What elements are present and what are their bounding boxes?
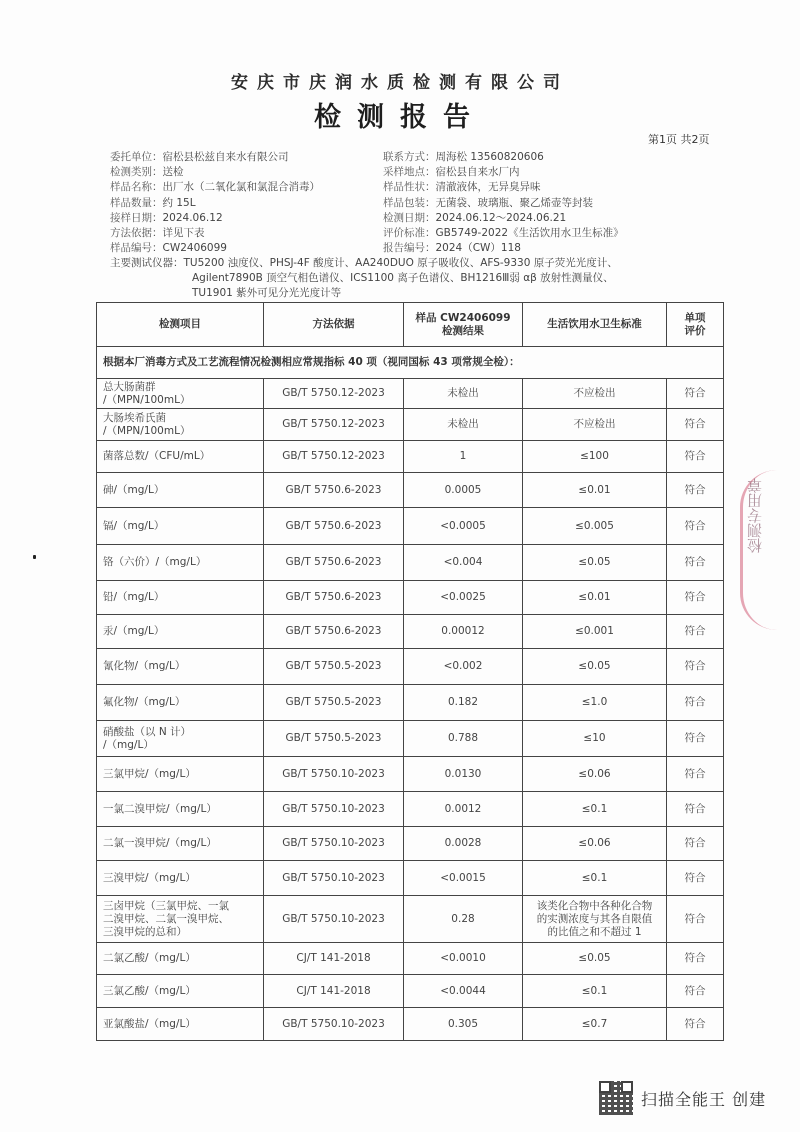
seal-stamp-text: 检测专用章 xyxy=(746,478,764,553)
table-row xyxy=(97,649,724,685)
cell-result-line: <0.0005 xyxy=(440,519,486,532)
info-value: 周海松 13560820606 xyxy=(435,151,544,163)
table-row xyxy=(97,441,724,473)
cell-method-line: GB/T 5750.6-2023 xyxy=(285,519,382,532)
cell-eval xyxy=(667,685,724,721)
info-row xyxy=(110,241,320,256)
cell-item xyxy=(97,649,264,685)
info-left xyxy=(110,150,320,256)
cell-eval-line: 符合 xyxy=(684,952,706,964)
cell-method xyxy=(264,861,404,896)
cell-method xyxy=(264,545,404,581)
cell-eval xyxy=(667,827,724,861)
cell-standard xyxy=(523,409,667,441)
cell-standard-line: ≤0.05 xyxy=(578,660,611,672)
cell-method-line: GB/T 5750.5-2023 xyxy=(285,660,382,672)
cell-result-line: <0.0044 xyxy=(440,984,486,997)
cell-result-line: 0.0012 xyxy=(444,802,482,815)
cell-standard xyxy=(523,896,667,943)
cell-eval xyxy=(667,1008,724,1041)
cell-item xyxy=(97,615,264,649)
cell-method-line: GB/T 5750.5-2023 xyxy=(285,732,382,744)
cell-method-line: GB/T 5750.5-2023 xyxy=(285,696,382,708)
cell-standard xyxy=(523,649,667,685)
cell-eval-line: 符合 xyxy=(684,984,706,997)
cell-eval xyxy=(667,721,724,757)
cell-result-line: 未检出 xyxy=(447,387,479,399)
cell-item-line: 氰化物/（mg/L） xyxy=(103,660,186,672)
info-label: 委托单位： xyxy=(110,151,163,163)
cell-eval xyxy=(667,792,724,827)
cell-item xyxy=(97,379,264,409)
cell-result xyxy=(404,896,523,943)
cell-method xyxy=(264,757,404,792)
cell-method xyxy=(264,721,404,757)
cell-eval xyxy=(667,615,724,649)
cell-result-line: 未检出 xyxy=(447,418,479,430)
table-row xyxy=(97,757,724,792)
table-row xyxy=(97,975,724,1008)
cell-result-line: 0.305 xyxy=(447,1017,479,1030)
header-result-line2: 检测结果 xyxy=(442,324,484,337)
cell-eval xyxy=(667,975,724,1008)
table-row xyxy=(97,685,724,721)
cell-standard xyxy=(523,615,667,649)
cell-item xyxy=(97,975,264,1008)
cell-standard-line: ≤0.01 xyxy=(578,483,611,496)
cell-result xyxy=(404,473,523,508)
cell-result-line: <0.002 xyxy=(443,660,483,672)
cell-method xyxy=(264,792,404,827)
cell-standard-line: 的比值之和不超过 1 xyxy=(547,925,642,938)
info-label: 检测日期： xyxy=(383,211,436,224)
cell-standard-line: ≤0.06 xyxy=(578,767,611,780)
cell-standard xyxy=(523,943,667,975)
cell-method xyxy=(264,581,404,615)
cell-item-line: 二溴甲烷、二氯一溴甲烷、 xyxy=(103,912,229,925)
cell-eval xyxy=(667,379,724,409)
cell-method xyxy=(264,409,404,441)
info-row xyxy=(383,211,624,226)
cell-method-line: CJ/T 141-2018 xyxy=(296,984,371,997)
info-value: GB5749-2022《生活饮用水卫生标准》 xyxy=(435,227,624,240)
info-label: 评价标准： xyxy=(383,227,436,240)
cell-standard xyxy=(523,1008,667,1041)
cell-item xyxy=(97,441,264,473)
cell-standard-line: ≤0.1 xyxy=(581,984,608,997)
info-label: 检测类别： xyxy=(110,166,163,179)
scanner-watermark xyxy=(599,1081,766,1115)
cell-standard-line: ≤0.01 xyxy=(578,591,611,603)
cell-method xyxy=(264,649,404,685)
cell-result xyxy=(404,379,523,409)
table-row xyxy=(97,545,724,581)
info-label: 样品数量： xyxy=(110,196,163,209)
cell-eval xyxy=(667,861,724,896)
cell-item-line: /（MPN/100mL） xyxy=(103,424,191,437)
cell-method-line: GB/T 5750.10-2023 xyxy=(282,912,385,925)
cell-eval-line: 符合 xyxy=(684,660,706,672)
cell-item-line: 大肠埃希氏菌 xyxy=(103,411,166,424)
info-label: 方法依据： xyxy=(110,227,163,240)
cell-standard-line: ≤0.7 xyxy=(581,1017,608,1030)
table-row xyxy=(97,827,724,861)
cell-standard xyxy=(523,827,667,861)
table-row xyxy=(97,1008,724,1041)
cell-method xyxy=(264,473,404,508)
cell-method-line: GB/T 5750.10-2023 xyxy=(282,1017,385,1030)
cell-eval-line: 符合 xyxy=(684,519,706,532)
cell-method xyxy=(264,1008,404,1041)
info-row xyxy=(383,226,624,241)
info-label: 采样地点： xyxy=(383,166,436,179)
cell-standard-line: ≤0.05 xyxy=(578,556,611,568)
info-row xyxy=(383,150,624,165)
info-value: 无菌袋、玻璃瓶、聚乙烯壶等封装 xyxy=(435,196,593,209)
cell-standard xyxy=(523,508,667,545)
cell-eval xyxy=(667,943,724,975)
header-standard: 生活饮用水卫生标准 xyxy=(523,303,667,347)
table-row xyxy=(97,508,724,545)
cell-method-line: GB/T 5750.6-2023 xyxy=(285,625,382,637)
cell-item xyxy=(97,473,264,508)
cell-result xyxy=(404,441,523,473)
cell-standard-line: ≤0.1 xyxy=(581,871,608,884)
section-title: 根据本厂消毒方式及工艺流程情况检测相应常规指标 40 项（视同国标 43 项常规全检）： xyxy=(97,347,724,379)
cell-item xyxy=(97,943,264,975)
cell-result-line: 0.0005 xyxy=(444,483,482,496)
cell-method xyxy=(264,508,404,545)
cell-item-line: /（MPN/100mL） xyxy=(103,393,191,406)
table-row xyxy=(97,409,724,441)
cell-eval-line: 符合 xyxy=(684,767,706,780)
cell-item-line: 三氯甲烷/（mg/L） xyxy=(103,767,196,780)
report-title: 检测报告 xyxy=(314,102,486,133)
cell-eval-line: 符合 xyxy=(684,450,706,462)
cell-eval-line: 符合 xyxy=(684,387,706,399)
cell-item-line: 二氯乙酸/（mg/L） xyxy=(103,952,196,964)
cell-method-line: GB/T 5750.6-2023 xyxy=(285,483,382,496)
cell-standard-line: ≤0.05 xyxy=(578,952,611,964)
cell-result xyxy=(404,792,523,827)
qr-code-icon xyxy=(599,1081,633,1115)
cell-result xyxy=(404,975,523,1008)
info-row xyxy=(110,180,320,195)
cell-item-line: 一氯二溴甲烷/（mg/L） xyxy=(103,802,217,815)
header-result-line1: 样品 CW2406099 xyxy=(415,311,511,324)
cell-eval xyxy=(667,508,724,545)
cell-result xyxy=(404,409,523,441)
cell-item-line: 砷/（mg/L） xyxy=(103,483,165,496)
header-eval xyxy=(667,303,724,347)
cell-result-line: 0.0130 xyxy=(444,767,482,780)
table-header-row xyxy=(97,303,724,347)
cell-standard xyxy=(523,721,667,757)
info-label: 接样日期： xyxy=(110,211,163,224)
page-info: 第1页 共2页 xyxy=(648,133,710,146)
info-right xyxy=(383,150,624,256)
cell-item-line: 汞/（mg/L） xyxy=(103,625,165,637)
cell-result xyxy=(404,545,523,581)
cell-standard xyxy=(523,545,667,581)
info-row xyxy=(383,165,624,180)
cell-result-line: 1 xyxy=(459,450,467,462)
cell-item-line: 镉/（mg/L） xyxy=(103,519,165,532)
cell-item xyxy=(97,827,264,861)
cell-standard xyxy=(523,473,667,508)
table-row xyxy=(97,721,724,757)
cell-result-line: <0.0025 xyxy=(440,591,486,603)
info-value: 宿松县松兹自来水有限公司 xyxy=(162,151,289,163)
info-row xyxy=(110,165,320,180)
info-value: 2024（CW）118 xyxy=(435,242,521,255)
cell-method-line: GB/T 5750.6-2023 xyxy=(285,591,382,603)
info-value: 出厂水（二氧化氯和氯混合消毒） xyxy=(162,181,320,194)
cell-item-line: 菌落总数/（CFU/mL） xyxy=(103,450,211,462)
company-name: 安庆市庆润水质检测有限公司 xyxy=(231,73,569,93)
table-row xyxy=(97,581,724,615)
cell-result-line: <0.0010 xyxy=(440,952,486,964)
header-method: 方法依据 xyxy=(264,303,404,347)
header-eval-line2: 评价 xyxy=(684,324,706,337)
table-row xyxy=(97,861,724,896)
cell-item-line: 铬（六价）/（mg/L） xyxy=(103,556,207,568)
cell-item-line: 总大肠菌群 xyxy=(103,380,156,393)
cell-method xyxy=(264,685,404,721)
cell-item xyxy=(97,896,264,943)
table-row xyxy=(97,473,724,508)
header-eval-line1: 单项 xyxy=(684,311,706,324)
cell-item xyxy=(97,545,264,581)
cell-item-line: 氟化物/（mg/L） xyxy=(103,696,186,708)
cell-item xyxy=(97,508,264,545)
info-row xyxy=(110,211,320,226)
cell-standard-line: ≤0.06 xyxy=(578,837,611,849)
cell-result xyxy=(404,861,523,896)
cell-item-line: 三溴甲烷的总和） xyxy=(103,925,187,938)
cell-item-line: 三氯乙酸/（mg/L） xyxy=(103,984,196,997)
cell-item-line: /（mg/L） xyxy=(103,738,154,751)
cell-eval-line: 符合 xyxy=(684,418,706,430)
cell-eval xyxy=(667,649,724,685)
cell-eval-line: 符合 xyxy=(684,802,706,815)
cell-result-line: 0.182 xyxy=(447,696,479,708)
cell-result xyxy=(404,757,523,792)
cell-item xyxy=(97,685,264,721)
cell-item xyxy=(97,409,264,441)
cell-eval-line: 符合 xyxy=(684,556,706,568)
cell-item xyxy=(97,1008,264,1041)
cell-standard xyxy=(523,441,667,473)
cell-standard-line: ≤0.001 xyxy=(575,625,614,637)
instruments-label: 主要测试仪器： xyxy=(110,257,184,269)
cell-standard-line: ≤10 xyxy=(583,732,606,744)
info-row xyxy=(383,180,624,195)
cell-eval-line: 符合 xyxy=(684,696,706,708)
cell-eval xyxy=(667,896,724,943)
cell-result-line: 0.0028 xyxy=(444,837,482,849)
cell-eval xyxy=(667,409,724,441)
cell-method xyxy=(264,615,404,649)
cell-standard xyxy=(523,581,667,615)
cell-method xyxy=(264,975,404,1008)
info-label: 样品包装： xyxy=(383,196,436,209)
instruments xyxy=(110,256,618,302)
info-value: 宿松县自来水厂内 xyxy=(435,166,520,179)
info-label: 报告编号： xyxy=(383,242,436,255)
cell-item-line: 硝酸盐（以 N 计） xyxy=(103,725,192,738)
cell-standard xyxy=(523,379,667,409)
info-value: 详见下表 xyxy=(162,227,205,240)
watermark-text: 扫描全能王 创建 xyxy=(641,1089,767,1109)
cell-standard-line: 不应检出 xyxy=(573,418,616,430)
cell-standard-line: 的实测浓度与其各自限值 xyxy=(536,912,653,925)
info-value: 约 15L xyxy=(162,196,196,209)
cell-eval xyxy=(667,545,724,581)
instruments-line: Agilent7890B 顶空气相色谱仪、ICS1100 离子色谱仪、BH1216Ⅲ弱 αβ 放射性测量仪、 xyxy=(192,272,614,285)
cell-standard xyxy=(523,792,667,827)
cell-item xyxy=(97,757,264,792)
info-row xyxy=(110,150,320,165)
cell-result xyxy=(404,943,523,975)
cell-result xyxy=(404,581,523,615)
cell-method-line: GB/T 5750.12-2023 xyxy=(282,387,385,399)
table-row xyxy=(97,615,724,649)
cell-standard-line: ≤1.0 xyxy=(581,696,608,708)
cell-method-line: GB/T 5750.10-2023 xyxy=(282,802,385,815)
cell-item xyxy=(97,721,264,757)
info-value: 2024.06.12～2024.06.21 xyxy=(435,211,567,224)
cell-result xyxy=(404,721,523,757)
table-row xyxy=(97,379,724,409)
cell-eval-line: 符合 xyxy=(684,732,706,744)
cell-item xyxy=(97,792,264,827)
info-label: 样品名称： xyxy=(110,181,163,194)
info-value: CW2406099 xyxy=(162,242,227,255)
cell-result xyxy=(404,615,523,649)
section-row xyxy=(97,347,724,379)
cell-result-line: 0.788 xyxy=(447,732,479,744)
cell-standard xyxy=(523,685,667,721)
cell-item-line: 二氯一溴甲烷/（mg/L） xyxy=(103,837,217,849)
cell-standard-line: ≤0.005 xyxy=(575,519,614,532)
cell-eval xyxy=(667,441,724,473)
scan-speck xyxy=(33,555,36,559)
info-row xyxy=(110,226,320,241)
cell-method xyxy=(264,896,404,943)
cell-result xyxy=(404,685,523,721)
cell-result xyxy=(404,1008,523,1041)
cell-method-line: GB/T 5750.12-2023 xyxy=(282,450,385,462)
cell-method-line: GB/T 5750.10-2023 xyxy=(282,871,385,884)
cell-eval-line: 符合 xyxy=(684,1017,706,1030)
cell-result-line: 0.28 xyxy=(451,912,475,925)
info-value: 送检 xyxy=(162,166,184,179)
header-item: 检测项目 xyxy=(97,303,264,347)
table-row xyxy=(97,792,724,827)
results-table xyxy=(96,302,724,1041)
cell-standard-line: 不应检出 xyxy=(573,387,616,399)
info-label: 样品性状： xyxy=(383,181,436,194)
cell-method-line: GB/T 5750.6-2023 xyxy=(285,556,382,568)
cell-eval-line: 符合 xyxy=(684,837,706,849)
cell-item-line: 三溴甲烷/（mg/L） xyxy=(103,871,196,884)
cell-method-line: GB/T 5750.10-2023 xyxy=(282,767,385,780)
cell-standard xyxy=(523,861,667,896)
info-value: 2024.06.12 xyxy=(162,211,223,224)
cell-eval-line: 符合 xyxy=(684,483,706,496)
cell-eval xyxy=(667,581,724,615)
cell-eval-line: 符合 xyxy=(684,912,706,925)
info-label: 样品编号： xyxy=(110,242,163,255)
cell-item-line: 亚氯酸盐/（mg/L） xyxy=(103,1017,196,1030)
cell-item xyxy=(97,861,264,896)
cell-eval-line: 符合 xyxy=(684,625,706,637)
cell-standard xyxy=(523,975,667,1008)
cell-result-line: 0.00012 xyxy=(441,625,485,637)
info-row xyxy=(383,241,624,256)
cell-item-line: 铅/（mg/L） xyxy=(103,591,165,603)
cell-method-line: GB/T 5750.12-2023 xyxy=(282,418,385,430)
cell-result-line: <0.0015 xyxy=(440,871,486,884)
cell-eval-line: 符合 xyxy=(684,591,706,603)
cell-item xyxy=(97,581,264,615)
table-row xyxy=(97,943,724,975)
header-result xyxy=(404,303,523,347)
cell-standard-line: ≤0.1 xyxy=(581,802,608,815)
info-value: 清澈液体，无异臭异味 xyxy=(435,181,541,194)
cell-method xyxy=(264,827,404,861)
cell-result-line: <0.004 xyxy=(443,556,483,568)
instruments-line: TU1901 紫外可见分光光度计等 xyxy=(192,287,342,300)
cell-item-line: 三卤甲烷（三氯甲烷、一氯 xyxy=(103,899,229,912)
info-label: 联系方式： xyxy=(383,151,436,163)
cell-result xyxy=(404,827,523,861)
cell-standard xyxy=(523,757,667,792)
info-row xyxy=(383,196,624,211)
cell-method xyxy=(264,943,404,975)
cell-method xyxy=(264,441,404,473)
cell-result xyxy=(404,649,523,685)
info-row xyxy=(110,196,320,211)
cell-standard-line: 该类化合物中各种化合物 xyxy=(536,899,653,912)
cell-eval xyxy=(667,473,724,508)
cell-standard-line: ≤100 xyxy=(580,450,609,462)
cell-eval xyxy=(667,757,724,792)
cell-result xyxy=(404,508,523,545)
table-row xyxy=(97,896,724,943)
cell-eval-line: 符合 xyxy=(684,871,706,884)
instruments-line: TU5200 浊度仪、PHSJ-4F 酸度计、AA240DUO 原子吸收仪、AFS-9330 原子荧光光度计、 xyxy=(183,257,618,269)
cell-method xyxy=(264,379,404,409)
cell-method-line: GB/T 5750.10-2023 xyxy=(282,837,385,849)
cell-method-line: CJ/T 141-2018 xyxy=(296,952,371,964)
